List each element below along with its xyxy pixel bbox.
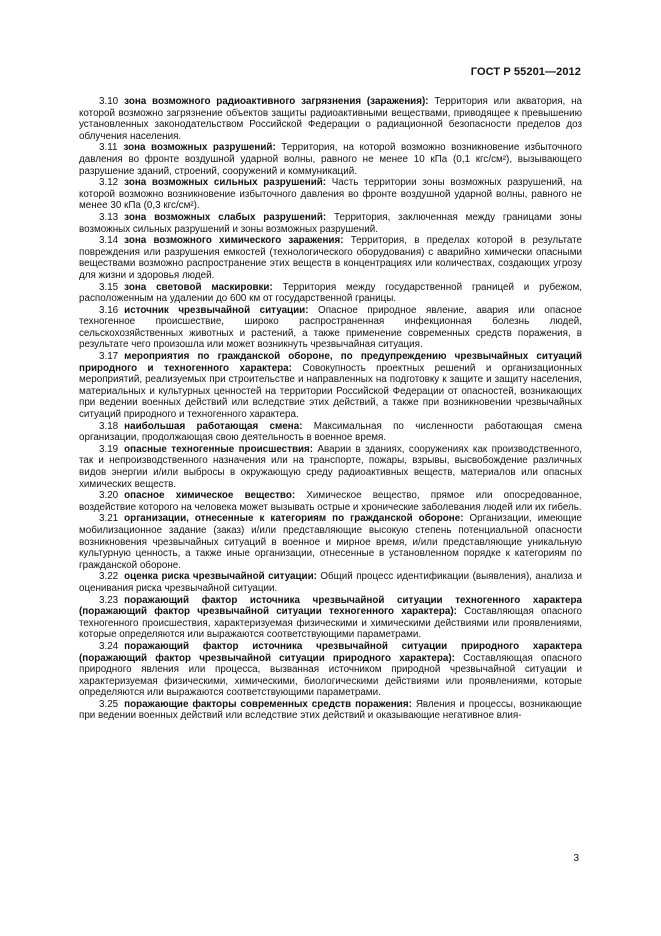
term-name: поражающие факторы современных средств поражения:	[124, 698, 412, 710]
term-name: оценка риска чрезвычайной ситуации:	[124, 571, 317, 583]
term-3-14	[79, 235, 582, 281]
term-name: зона световой маскировки:	[124, 281, 273, 293]
term-number: 3.23	[99, 594, 119, 606]
term-name: поражающий фактор источника чрезвычайной ситуации природного характера (поражающий фактор чрезвычайной ситуации природного характера):	[79, 640, 582, 664]
term-3-11	[79, 142, 582, 177]
term-name: источник чрезвычайной ситуации:	[124, 304, 309, 316]
term-number: 3.22	[99, 571, 119, 583]
term-name: зона возможного химического заражения:	[124, 235, 344, 247]
term-definition: Общий процесс идентификации (выявления), анализа и оценивания риска чрезвычайной ситуации.	[79, 571, 582, 594]
term-3-15	[79, 282, 582, 305]
term-definition: Составляющая опасного техногенного происшествия, характеризуемая физическими и химическими действиями или проявлениями, которые определяются или выражаются соответствующими параметрами.	[79, 606, 582, 641]
term-3-25	[79, 699, 582, 722]
term-definition: Составляющая опасного природного явления или процесса, вызванная источником природной чрезвычайной ситуации и характеризуемая физическими, химическими, биологическими действиями или проявлениями, которые определяются или выражаются соответствующими параметрами.	[79, 652, 582, 699]
term-name: опасные техногенные происшествия:	[124, 443, 314, 455]
term-definition: Территория, заключенная между границами зоны возможных сильных разрушений и зоны возможных разрушений.	[79, 211, 582, 235]
term-definition: Максимальная по численности работающая смена организации, продолжающая свою деятельность в военное время.	[79, 420, 582, 444]
term-name: наибольшая работающая смена:	[124, 420, 303, 432]
term-number: 3.14	[99, 235, 119, 247]
term-3-13	[79, 212, 582, 235]
term-definition: Территория между государственной границей и рубежом, расположенным на удалении до 600 км от государственной границы.	[79, 281, 582, 305]
term-number: 3.24	[99, 640, 119, 652]
term-number: 3.19	[99, 443, 119, 455]
terms-list	[79, 96, 582, 722]
term-3-12	[79, 177, 582, 212]
term-number: 3.25	[99, 698, 119, 710]
term-name: зона возможных сильных разрушений:	[124, 177, 327, 189]
term-definition: Химическое вещество, прямое или опосредованное, воздействие которого на человека может вызывать острые и хронические заболевания людей или их гибель.	[79, 490, 582, 513]
term-number: 3.21	[99, 513, 119, 525]
term-number: 3.18	[99, 420, 119, 432]
term-3-16	[79, 305, 582, 351]
term-3-23	[79, 595, 582, 641]
term-3-20	[79, 490, 582, 513]
term-definition: Территория, в пределах которой в результате повреждения или разрушения емкостей (технологического оборудования) с аварийно химически опасными веществами возможно распространение этих веществ в концентрациях или количествах, создающих угрозу для жизни и здоровья людей.	[79, 235, 582, 281]
term-definition: Территория или акватория, на которой возможно загрязнение объектов защиты радиоактивными веществами, приводящее к превышению установленных законодательством Российской Федерации о радиационной безопасности пределов доз облучения населения.	[79, 96, 582, 142]
term-definition: Организации, имеющие мобилизационное задание (заказ) и/или представляющие высокую степень потенциальной опасности возникновения чрезвычайных ситуаций в военное и мирное время, и/или представляющие уникальную культурную ценность, а также иные организации, отнесенные в установленном порядке к категориям по гражданской обороне.	[79, 513, 582, 571]
term-name: зона возможных слабых разрушений:	[124, 211, 327, 223]
term-number: 3.17	[99, 351, 119, 363]
term-number: 3.15	[99, 281, 119, 293]
term-definition: Аварии в зданиях, сооружениях как производственного, так и непроизводственного назначения или на транспорте, пожары, взрывы, высвобождение различных видов энергии и/или выбросы в окружающую среду радиоактивных веществ, материалов или опасных химических веществ.	[79, 443, 582, 490]
term-name: опасное химическое вещество:	[124, 490, 296, 502]
term-name: зона возможного радиоактивного загрязнения (заражения):	[124, 96, 429, 107]
term-number: 3.13	[99, 211, 119, 223]
term-number: 3.11	[99, 142, 118, 154]
term-number: 3.12	[99, 177, 119, 189]
term-name: организации, отнесенные к категориям по гражданской обороне:	[124, 513, 464, 525]
term-3-24	[79, 641, 582, 699]
term-3-18	[79, 421, 582, 444]
term-name: мероприятия по гражданской обороне, по предупреждению чрезвычайных ситуаций природного и техногенного характера:	[79, 351, 582, 374]
term-3-17	[79, 351, 582, 421]
term-number: 3.16	[99, 304, 119, 316]
term-number: 3.10	[99, 96, 119, 107]
term-name: зона возможных разрушений:	[123, 142, 276, 154]
term-3-10	[79, 96, 582, 142]
term-3-19	[79, 444, 582, 490]
term-definition: Явления и процессы, возникающие при ведении военных действий или вследствие этих действий и оказывающие негативное влия-	[79, 698, 582, 722]
document-header: ГОСТ Р 55201—2012	[470, 66, 581, 78]
term-definition: Часть территории зоны возможных разрушений, на которой возможно возникновение избыточного давления во фронте воздушной ударной волны, равного не менее 30 кПа (0,3 кгс/см²).	[79, 177, 582, 212]
term-3-22	[79, 571, 582, 594]
term-definition: Совокупность проектных решений и организационных мероприятий, реализуемых при строительстве и направленных на подготовку к защите и защиту населения, материальных и культурных ценностей на территории Российской Федерации от опасностей, возникающих при ведении военных действий или вследствие этих действий, а также при возникновении чрезвычайных ситуаций природного и техногенного характера.	[79, 362, 582, 421]
term-number: 3.20	[99, 490, 119, 502]
term-3-21	[79, 513, 582, 571]
term-name: поражающий фактор источника чрезвычайной ситуации техногенного характера (поражающий фактор чрезвычайной ситуации техногенного характера):	[79, 594, 582, 618]
term-definition: Опасное природное явление, авария или опасное техногенное происшествие, широко распространенная инфекционная болезнь людей, сельскохозяйственных животных и растений, а также применение современных средств поражения, в результате чего произошла или может возникнуть чрезвычайная ситуация.	[79, 304, 582, 351]
term-definition: Территория, на которой возможно возникновение избыточного давления во фронте воздушной ударной волны, равного не менее 10 кПа (0,1 кгс/см²), вызывающего разрушение зданий, строений, сооружений и коммуникаций.	[79, 142, 582, 177]
page-number: 3	[573, 853, 579, 864]
